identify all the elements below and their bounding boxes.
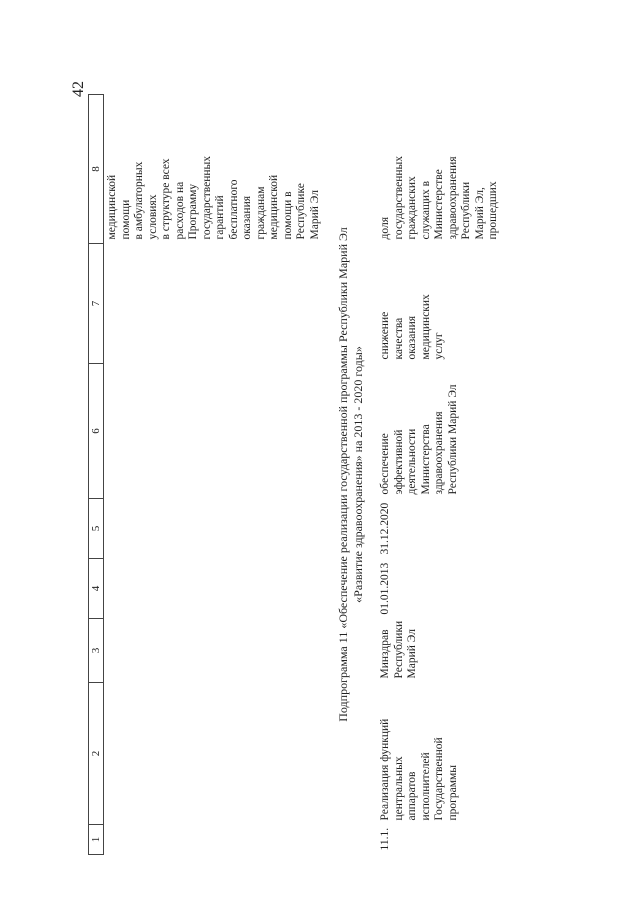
consequences [376,244,503,364]
text-line: оказания [241,195,253,240]
start-date: 01.01.2013 [379,562,391,615]
text-line: Республики [460,181,472,240]
text-line: гражданских [406,176,418,240]
text-line: центральных [392,756,405,821]
subprogram-title [324,95,376,855]
text-line: Реализация функций [379,718,391,821]
text-line: оказания [406,315,418,360]
text-line: эффективной [392,429,405,495]
text-line: расходов на [173,181,186,240]
text-line: Министерстве [433,169,445,240]
rotated-page-content [88,90,622,855]
measure-name [376,683,503,825]
continuation-row [104,95,325,855]
text-line: Республики [392,620,405,679]
text-line: Республики Марий Эл [446,384,459,495]
text-line: в амбулаторных [133,161,145,240]
column-number: 5 [89,499,104,559]
text-line: медицинской [268,174,280,240]
executor [376,619,503,683]
text-line: Министерства [419,424,432,495]
table-row [376,95,503,855]
text-line: Минздрав [379,629,391,679]
text-line: здравоохранения [433,411,445,495]
text-line: в структуре всех [160,158,172,240]
column-number-row [89,95,104,855]
text-line: аппаратов [406,771,418,821]
text-line: помощи в [281,191,294,240]
text-line: снижение [379,311,391,360]
text-line: Марий Эл [406,629,418,679]
text-line: Марий Эл, [473,187,486,240]
text-line: Государственной [433,737,445,821]
column-number: 1 [89,825,104,855]
text-line: гражданам [254,186,267,240]
text-line: государственных [200,155,213,240]
text-line: бесплатного [227,179,240,240]
text-line: услуг [433,332,445,360]
text-line: служащих в [419,180,432,240]
program-table [88,94,503,855]
text-line: обеспечение [379,433,391,495]
subprogram-title-row [324,95,376,855]
text-line: деятельности [406,428,418,495]
text-line: доля [379,217,391,240]
page-number: 42 [70,81,87,97]
subprogram-title-line: «Развитие здравоохранения» на 2013 - 2020 годы» [351,346,365,603]
text-line: медицинской [106,174,118,240]
text-line: помощи [119,199,132,240]
text-line: Программу [187,183,199,240]
text-line: программы [446,764,459,821]
subprogram-title-line: Подпрограмма 11 «Обеспечение реализации государственной программы Республики Марий Эл [336,227,350,722]
column-number: 4 [89,559,104,619]
column-number: 3 [89,619,104,683]
row-number: 11.1. [379,827,391,851]
text-line: Марий Эл [308,190,321,240]
text-line: условиях [146,194,159,240]
text-line: государственных [392,155,405,240]
column-number: 2 [89,683,104,825]
expected-result [376,364,503,499]
column-number: 7 [89,244,104,364]
indicator [376,95,503,244]
end-date: 31.12.2020 [379,502,391,555]
text-line: гарантий [214,195,226,240]
column-number: 8 [89,95,104,244]
text-line: качества [392,317,405,360]
text-line: исполнителей [419,752,432,821]
text-line: прошедших [487,181,499,240]
text-line: медицинских [419,294,432,360]
column-number: 6 [89,364,104,499]
text-line: здравоохранения [446,156,459,240]
text-line: Республике [295,183,307,240]
continuation-indicator-cell [104,95,325,244]
